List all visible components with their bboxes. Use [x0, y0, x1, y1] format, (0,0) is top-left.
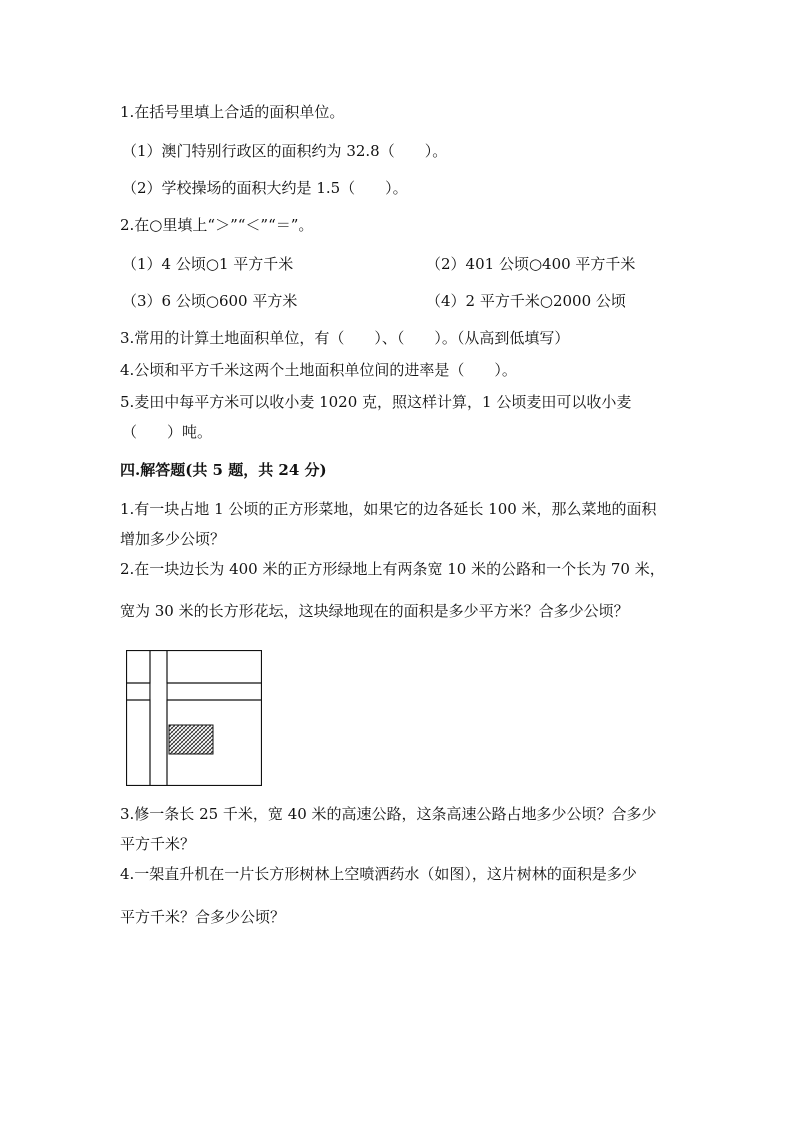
question-1-title: 1.在括号里填上合适的面积单位。 — [120, 103, 345, 121]
problem-1-line-2: 增加多少公顷？ — [120, 530, 226, 548]
question-2-item-1: （1）4 公顷○1 平方千米 — [122, 255, 294, 273]
question-2-item-3: （3）6 公顷○600 平方米 — [122, 292, 298, 310]
question-1-a: （1）澳门特别行政区的面积约为 32.8（ ）。 — [122, 142, 448, 160]
problem-2-line-1: 2.在一块边长为 400 米的正方形绿地上有两条宽 10 米的公路和一个长为 70 米， — [120, 560, 665, 578]
question-2-item-2: （2）401 公顷○400 平方千米 — [426, 255, 636, 273]
green-area-diagram — [126, 650, 262, 786]
problem-2-line-2: 宽为 30 米的长方形花坛，这块绿地现在的面积是多少平方米？合多少公顷？ — [120, 602, 629, 620]
question-5-line-2: （ ）吨。 — [122, 423, 213, 441]
question-1-b: （2）学校操场的面积大约是 1.5（ ）。 — [122, 179, 408, 197]
question-5-line-1: 5.麦田中每平方米可以收小麦 1020 克，照这样计算，1 公顷麦田可以收小麦 — [120, 393, 632, 411]
problem-4-line-1: 4.一架直升机在一片长方形树林上空喷洒药水（如图），这片树林的面积是多少 — [120, 865, 637, 883]
question-3: 3.常用的计算土地面积单位，有（ ）、（ ）。（从高到低填写） — [120, 329, 570, 347]
question-2-title: 2.在○里填上“＞”“＜”“＝”。 — [120, 216, 314, 234]
problem-3-line-1: 3.修一条长 25 千米，宽 40 米的高速公路，这条高速公路占地多少公顷？合多少 — [120, 805, 657, 823]
problem-3-line-2: 平方千米？ — [120, 835, 196, 853]
section-4-heading: 四.解答题(共 5 题，共 24 分) — [120, 461, 327, 479]
problem-1-line-1: 1.有一块占地 1 公顷的正方形菜地，如果它的边各延长 100 米，那么菜地的面积 — [120, 500, 657, 518]
square-boundary — [127, 651, 262, 786]
question-2-item-4: （4）2 平方千米○2000 公顷 — [426, 292, 626, 310]
question-4: 4.公顷和平方千米这两个土地面积单位间的进率是（ ）。 — [120, 361, 517, 379]
problem-4-line-2: 平方千米？合多少公顷？ — [120, 908, 286, 926]
flower-bed — [169, 725, 213, 754]
